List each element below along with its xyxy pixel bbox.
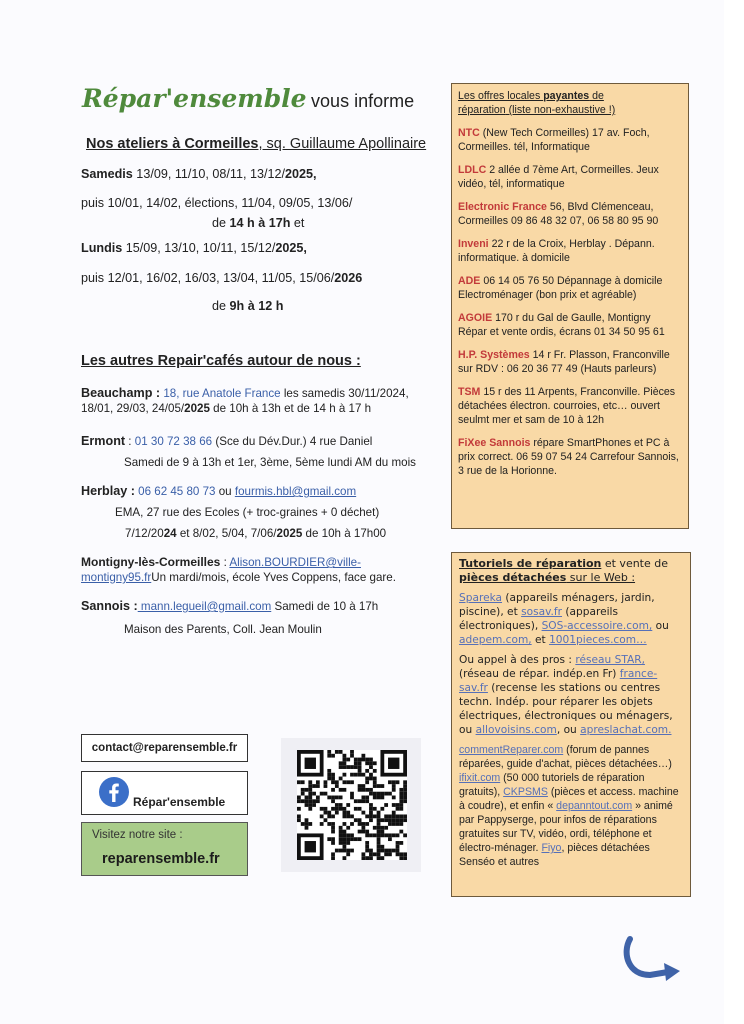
- tutos-link[interactable]: ifixit.com: [459, 772, 501, 784]
- herblay-hours: de 10h à 17h00: [302, 527, 387, 540]
- offre-name: AGOIE: [458, 312, 493, 324]
- tutos-text: , ou: [556, 724, 581, 736]
- herblay-line3: [81, 526, 426, 541]
- tutos-link[interactable]: Spareka: [459, 592, 503, 604]
- offre-item: [458, 163, 682, 191]
- lundis-block: [81, 240, 421, 314]
- herblay-year-a: 24: [163, 527, 177, 540]
- offre-name: NTC: [458, 127, 480, 139]
- offre-item: [458, 311, 682, 339]
- tutos-text: » animé par Pappyserge, pour infos de réparations gratuites sur TV, vidéo, ordi, téléphone et électro-ménager.: [459, 800, 673, 854]
- sannois-label: Sannois :: [81, 599, 138, 613]
- tutos-paragraph-tutorials: [459, 743, 684, 869]
- offre-text: 15 r des 11 Arpents, Franconville. Pièces détachées électron. courroies, etc… ouvert seulmt mer et sam de 10 à 12h: [458, 386, 676, 426]
- lundis-hours: [81, 298, 421, 314]
- ermont-label: Ermont: [81, 434, 126, 448]
- tutos-title-part4: sur le Web :: [566, 571, 636, 584]
- samedis-hours-value: 14 h à 17h: [229, 216, 291, 230]
- sannois-block: [81, 599, 421, 637]
- tutos-box: [451, 552, 691, 897]
- offre-name: Electronic France: [458, 201, 547, 213]
- tutos-link[interactable]: CKPSMS: [503, 786, 548, 798]
- tutos-text: Ou appel à des pros :: [459, 654, 576, 666]
- ateliers-title-main: Nos ateliers à Cormeilles: [86, 136, 259, 152]
- lundis-hours-prefix: de: [212, 299, 230, 313]
- tutos-link[interactable]: france-sav.fr: [459, 668, 658, 694]
- tutos-link[interactable]: commentReparer.com: [459, 744, 564, 756]
- beauchamp-line2: [81, 401, 426, 416]
- beauchamp-hours: de 10h à 13h et de 14 h à 17 h: [209, 402, 372, 415]
- ermont-line1: [81, 434, 426, 449]
- tutos-text: , pièces détachées Senséo et autres: [459, 842, 650, 868]
- facebook-label: Répar'ensemble: [133, 795, 226, 809]
- offres-title: [458, 89, 682, 117]
- herblay-block: [81, 484, 426, 541]
- turn-page-arrow-icon[interactable]: [620, 935, 686, 983]
- lundis-year: 2025,: [275, 241, 307, 255]
- herblay-phone[interactable]: 06 62 45 80 73: [134, 485, 216, 498]
- offre-item: [458, 237, 682, 265]
- tutos-link[interactable]: adepem.com,: [459, 634, 532, 646]
- montigny-label: Montigny-lès-Cormeilles: [81, 555, 221, 569]
- herblay-line1: [81, 484, 426, 499]
- samedis-line2: puis 10/01, 14/02, élections, 11/04, 09/05, 13/06/: [81, 196, 353, 210]
- ermont-phone[interactable]: 01 30 72 38 66: [134, 435, 213, 448]
- tutos-text: et: [531, 634, 550, 646]
- samedis-line1: [81, 166, 411, 182]
- tutos-title-part2: et vente de: [601, 557, 669, 570]
- tutos-text: (recense les stations ou centres techn. Indép. pour réparer les objets électriques, électroniques ou ménagers, ou: [459, 682, 673, 736]
- page-edge: [724, 0, 744, 1024]
- herblay-date-a: 7/12/20: [125, 527, 164, 540]
- offres-title-part2: de: [589, 90, 604, 102]
- site-box[interactable]: [81, 822, 248, 876]
- offre-text: (New Tech Cormeilles) 17 av. Foch, Cormeilles. tél, Informatique: [458, 127, 650, 153]
- montigny-text: Un mardi/mois, école Yves Coppens, face gare.: [151, 571, 396, 584]
- lundis-label: Lundis: [81, 241, 123, 255]
- qr-code-area: [281, 738, 421, 872]
- tutos-text: (50 000 tutoriels de réparation gratuits),: [459, 772, 645, 798]
- beauchamp-dates: 18/01, 29/03, 24/05/: [81, 402, 185, 415]
- tutos-link[interactable]: allovoisins.com: [475, 724, 557, 736]
- visit-label: Visitez notre site :: [92, 829, 183, 841]
- lundis-line2-dates: puis 12/01, 16/02, 16/03, 13/04, 11/05, 15/06/: [81, 271, 335, 285]
- tutos-link[interactable]: 1001pieces.com…: [549, 634, 647, 646]
- samedis-block: [81, 166, 411, 231]
- offre-name: LDLC: [458, 164, 487, 176]
- offres-box: [451, 83, 689, 529]
- herblay-email-link[interactable]: fourmis.hbl@gmail.com: [234, 485, 357, 498]
- samedis-year: 2025,: [285, 167, 317, 181]
- tutos-link[interactable]: réseau STAR,: [575, 654, 645, 666]
- qr-code[interactable]: [297, 750, 407, 860]
- samedis-hours-prefix: de: [212, 216, 230, 230]
- lundis-line1: [81, 240, 421, 256]
- header: [82, 84, 414, 113]
- beauchamp-block: [81, 386, 426, 416]
- ateliers-title-rest: , sq. Guillaume Apollinaire: [258, 136, 427, 152]
- offre-text: 170 r du Gal de Gaulle, Montigny Répar et vente ordis, écrans 01 34 50 95 61: [458, 312, 665, 338]
- header-tagline: vous informe: [311, 91, 415, 111]
- tutos-title: [459, 557, 684, 585]
- beauchamp-line1: [81, 386, 426, 401]
- ermont-block: [81, 434, 426, 470]
- montigny-line1: [81, 555, 401, 570]
- offre-item: [458, 126, 682, 154]
- samedis-label: Samedis: [81, 167, 133, 181]
- offre-item: [458, 200, 682, 228]
- tutos-link[interactable]: Fiyo: [541, 842, 562, 854]
- lundis-hours-value: 9h à 12 h: [229, 299, 284, 313]
- offre-name: FiXee Sannois: [458, 437, 531, 449]
- montigny-separator: :: [220, 556, 230, 569]
- offres-title-part1: Les offres locales: [458, 90, 544, 102]
- offres-title-part3: réparation: [458, 104, 506, 116]
- ermont-line2: Samedi de 9 à 13h et 1er, 3ème, 5ème lundi AM du mois: [124, 456, 416, 469]
- lundis-line2: [81, 270, 421, 286]
- offre-text: 56, Blvd Clémenceau, Cormeilles 09 86 48 32 07, 06 58 80 95 90: [458, 201, 659, 227]
- offre-text: répare SmartPhones et PC à prix correct. 06 59 07 54 24 Carrefour Sannois, 3 rue de la Horionne.: [458, 437, 679, 477]
- sannois-line2: Maison des Parents, Coll. Jean Moulin: [124, 623, 322, 636]
- offres-title-part4: (liste non-exhaustive !): [505, 104, 616, 116]
- contact-email[interactable]: contact@reparensemble.fr: [81, 734, 248, 762]
- autres-title: Les autres Repair'cafés autour de nous :: [81, 353, 361, 369]
- facebook-icon: [98, 776, 130, 808]
- offre-item: [458, 385, 682, 427]
- ermont-separator: :: [125, 435, 135, 448]
- beauchamp-year: 2025: [184, 402, 210, 415]
- beauchamp-text: les samedis 30/11/2024,: [280, 387, 409, 400]
- tutos-title-part1: Tutoriels de réparation: [459, 557, 602, 570]
- samedis-hours-suffix: et: [290, 216, 305, 230]
- brand-logo: Répar'ensemble: [82, 84, 307, 113]
- montigny-block: [81, 555, 401, 585]
- offre-text: 22 r de la Croix, Herblay . Dépann. informatique. à domicile: [458, 238, 655, 264]
- tutos-link[interactable]: depanntout.com: [556, 800, 633, 812]
- ermont-text: (Sce du Dév.Dur.) 4 rue Daniel: [212, 435, 373, 448]
- tutos-text: (appareils électroniques),: [459, 606, 618, 632]
- samedis-dates: 13/09, 11/10, 08/11, 13/12/: [132, 167, 285, 181]
- offres-title-bold: payantes: [543, 90, 590, 102]
- tutos-text: ou: [652, 620, 669, 632]
- samedis-hours: [81, 215, 411, 231]
- sannois-text: Samedi de 10 à 17h: [271, 600, 379, 613]
- facebook-box[interactable]: [81, 771, 248, 815]
- tutos-text: (réseau de répar. indép.en Fr): [459, 668, 620, 680]
- montigny-email-link-2[interactable]: montigny95.fr: [81, 571, 152, 584]
- tutos-link[interactable]: apreslachat.com.: [580, 724, 672, 736]
- offre-item: [458, 436, 682, 478]
- montigny-line2: [81, 570, 401, 585]
- tutos-link[interactable]: SOS-accessoire.com,: [541, 620, 653, 632]
- sannois-line1: [81, 599, 421, 614]
- tutos-title-part3: pièces détachées: [459, 571, 567, 584]
- herblay-year-b: 2025: [276, 527, 303, 540]
- beauchamp-address: 18, rue Anatole France: [160, 387, 281, 400]
- herblay-or: ou: [215, 485, 235, 498]
- herblay-label: Herblay :: [81, 484, 135, 498]
- lundis-dates: 15/09, 13/10, 10/11, 15/12/: [122, 241, 276, 255]
- offre-item: [458, 348, 682, 376]
- tutos-paragraph-shops: [459, 591, 684, 647]
- offre-name: Inveni: [458, 238, 489, 250]
- tutos-link[interactable]: sosav.fr: [521, 606, 563, 618]
- lundis-line2-year: 2026: [334, 271, 363, 285]
- offre-text: 14 r Fr. Plasson, Franconville sur RDV : 06 20 36 77 49 (Hauts parleurs): [458, 349, 670, 375]
- tutos-paragraph-pros: [459, 653, 684, 737]
- herblay-dates-b: et 8/02, 5/04, 7/06/: [176, 527, 277, 540]
- offre-item: [458, 274, 682, 302]
- offre-text: 2 allée d 7ème Art, Cormeilles. Jeux vidéo, tél, informatique: [458, 164, 659, 190]
- beauchamp-label: Beauchamp :: [81, 386, 161, 400]
- offre-name: TSM: [458, 386, 481, 398]
- montigny-email-link-1[interactable]: Alison.BOURDIER@ville-: [229, 556, 361, 569]
- offre-name: ADE: [458, 275, 481, 287]
- tutos-text: (appareils ménagers, jardin, piscine), et: [459, 592, 655, 618]
- site-url[interactable]: reparensemble.fr: [102, 851, 220, 867]
- offre-name: H.P. Systèmes: [458, 349, 530, 361]
- tutos-text: (pièces et access. machine à coudre), et enfin «: [459, 786, 679, 812]
- tutos-text: (forum de pannes réparées, guide d'achat, pièces détachées…): [459, 744, 672, 770]
- ateliers-title: [86, 136, 426, 152]
- sannois-email-link[interactable]: mann.legueil@gmail.com: [137, 600, 272, 613]
- offre-text: 06 14 05 76 50 Dépannage à domicile Electroménager (bon prix et agréable): [458, 275, 663, 301]
- herblay-line2: EMA, 27 rue des Ecoles (+ troc-graines + 0 déchet): [115, 506, 380, 519]
